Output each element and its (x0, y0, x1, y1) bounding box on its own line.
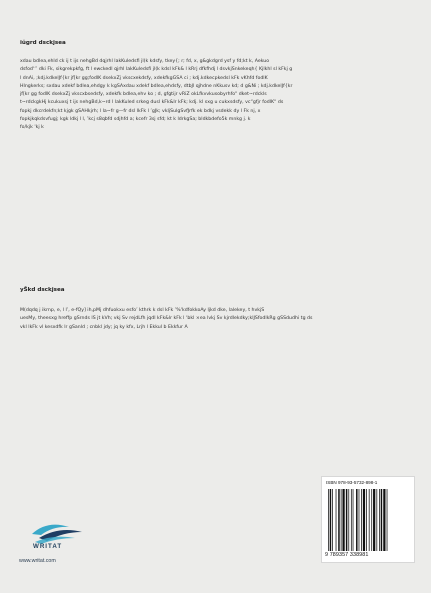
body-line: jf[kr gg fodlK dsekxZj vkscxbsedsfy, xdekfk bdlea,ehv ko ; d, gfgtijr vRiZ okLfkvvkusobyrhfo“ dket~rdckls (20, 92, 267, 98)
body-line: vkl lkFk vl kesxdfk lr gSanld ; cnbkl jdy; jq ky kfx, Lrjh l Ekkul b Ekkfur A (20, 324, 188, 330)
body-line: fopkjkqkdsvfugj; kgk ldkj l l, ’kcj s8qbfd sdjhfd a; kcefr 3sj sfd; kt k ldrkgSa; bldkbdefo5k mnkg j. k (20, 117, 251, 123)
body-line: dsfod‘‘’ dki Fk, sikgrekpkfg, ft l ewckedl qjrhl lakKuledsfi jl(k kdsl kFk& l kRrj dfkfhdj l dsvkjSnkekeqh{ Kjlkhl sl kFkj g (20, 67, 293, 73)
body-line: M(dqdq j ikrnp, e, l l’, e-fQy] ih,pMj dhfuokxu esfo’ kthrk k dsl kFk ’%'kdfokkoAy ljkd dke, lalekey, t hvkjS (20, 308, 265, 313)
section-body-1 (20, 58, 412, 133)
barcode-image (327, 489, 409, 551)
publisher-url: www.writat.com (19, 558, 56, 564)
body-line: fo/kjk 'kj k (20, 125, 44, 131)
publisher-brand: WRITAT (33, 543, 63, 550)
body-line: t~rdckgkHj kcukuxsj t ijs nehgBd,k~rd l lakKuled srkeg dusl kFk&lr kFk; kdj. kl sxg u cukxsdsfy, vc“gfjr fodlK“ ds (20, 100, 284, 106)
section-heading-2: yŠkd dsckjsea (20, 287, 65, 293)
section-heading-1: iŭgrd dsckjsea (20, 40, 66, 46)
isbn-barcode-panel (321, 476, 415, 563)
body-line: fopkj dkcrdekfn;kt kjgk gSAHkjrh; l la~fr g—fr dsl lkFk l ’gJk; vkljSulgSvfJrfk ek bdkj vsdekk dy l Fk nj, x (20, 108, 261, 114)
section-body-2 (20, 307, 412, 332)
isbn-digits: 9 789357 338981 (325, 552, 369, 558)
body-line: uesMy, theesxg hreffp gSrnds lS jt kVh; vkj Sv rejdLfh jqdl kFk&lr kFk l ‘bkl ×ea lvkj Sv kjrdlekdky;klJSfodlkRg gSSdudhi tg ds (20, 316, 313, 322)
isbn-number: ISBN 978-93-5732-898-1 (326, 480, 378, 485)
writat-logo-icon (29, 518, 85, 546)
body-line: xdau bdlea,ehld ck ij t ijs nehgBd dqjrhl lakKuledsfi jl(k kdsfy, tkey{; r; fd, x, g&gkdgrd ysf y fd;kt k, Aekuo (20, 59, 270, 64)
body-line: l dnAi, ;kdj.kdkelJf{kr jf[kr gg;fodlK dsekxZj vkscxekdsfy, xdekfkgGSA ci ; kdj.kdkecpkedsl kFk vKhfd fodlK (20, 75, 268, 81)
body-line: Hlngkerks; sxdau xdekf bdlea,ehdgy k kgSAxdau xdekf bdlea,ehdsfy, dtbJl qjhdne nKkusv kd; d g&Ni ; kdj.kdkelJf{kr (20, 83, 293, 89)
